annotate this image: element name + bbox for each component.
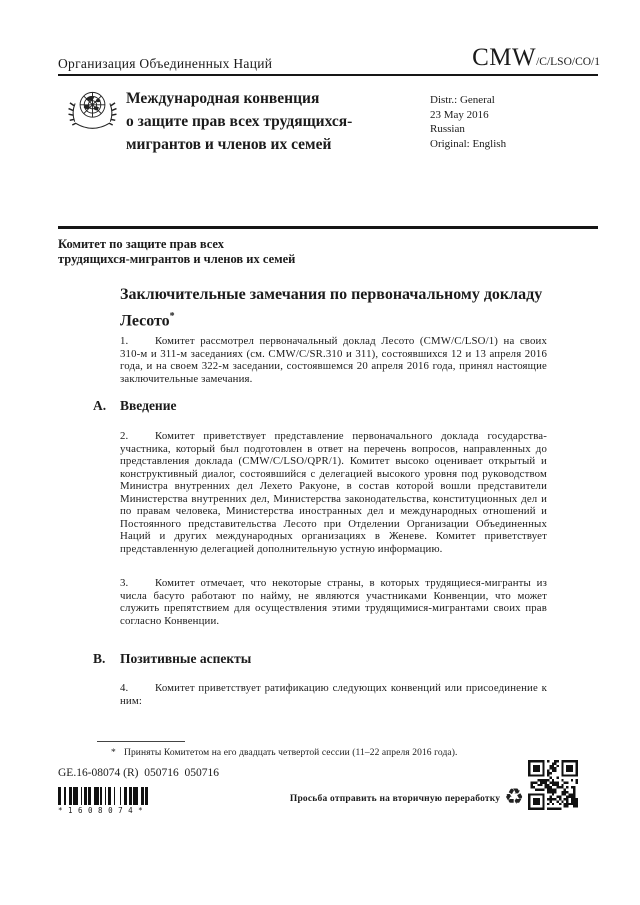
recycle-notice: Просьба отправить на вторичную переработку (289, 794, 501, 804)
distr-original: Original: English (430, 137, 507, 150)
header-rule (58, 74, 598, 76)
distr-language: Russian (430, 123, 465, 135)
paragraph-text: Комитет рассмотрел первоначальный доклад Лесото (CMW/C/LSO/1) на своих 310-м и 311-м заседаниях (см. CMW/C/SR.310 и 311), состоявшихся 12 и 13 апреля 2016 года, и на своем 322-м заседании, состоявшемся 20 апреля 2016 года, принял настоящие заключительные замечания. (120, 335, 547, 385)
committee-title-line: Комитет по защите прав всех (58, 237, 224, 251)
footnote (111, 748, 501, 758)
distr-date: 23 May 2016 (430, 108, 489, 121)
qr-code-icon (528, 760, 578, 810)
section-letter: A. (93, 398, 107, 413)
organization-name: Организация Объединенных Наций (58, 56, 273, 71)
convention-title-line: мигрантов и членов их семей (126, 136, 332, 153)
document-title (120, 284, 572, 331)
committee-title-line: трудящихся-мигрантов и членов их семей (58, 251, 296, 266)
footnote-rule (97, 741, 185, 742)
convention-title-line: Международная конвенция (126, 90, 320, 107)
document-title-text: Заключительные замечания по первоначальному докладу Лесото (120, 286, 543, 329)
barcode-bars (58, 787, 150, 805)
convention-title (126, 87, 352, 156)
section-heading-a (93, 398, 176, 414)
paragraph-3 (120, 577, 547, 627)
barcode (58, 787, 150, 815)
recycle-icon: ♻ (504, 785, 524, 810)
paragraph-number: 2. (120, 430, 129, 442)
footnote-text: Приняты Комитетом на его двадцать четвертой сессии (11–22 апреля 2016 года). (124, 748, 458, 758)
paragraph-text: Комитет отмечает, что некоторые страны, в которых трудящиеся-мигранты из числа басуто работают по найму, не являются участниками Конвенции, что может служить препятствием для осуществления этими трудящимися-мигрантами своих прав согласно Конвенции. (120, 577, 547, 627)
section-divider-rule (58, 226, 598, 229)
paragraph-number: 3. (120, 577, 129, 589)
ge-document-number: GE.16-08074 (R) 050716 050716 (58, 767, 219, 779)
convention-title-line: о защите прав всех трудящихся- (126, 113, 353, 130)
footnote-marker: * (111, 748, 116, 758)
paragraph-text: Комитет приветствует ратификацию следующих конвенций или присоединение к ним: (120, 682, 547, 707)
paragraph-number: 4. (120, 682, 129, 694)
section-title: Позитивные аспекты (120, 651, 252, 666)
section-letter: B. (93, 651, 106, 666)
barcode-text: *1608074* (58, 806, 149, 815)
paragraph-4 (120, 682, 547, 707)
doc-symbol (472, 44, 600, 72)
section-heading-b (93, 651, 251, 667)
committee-title (58, 237, 295, 266)
un-emblem-icon (63, 86, 122, 133)
footnote-marker: * (169, 310, 175, 322)
paragraph-2 (120, 430, 547, 555)
doc-symbol-suffix: /C/LSO/CO/1 (536, 56, 600, 68)
doc-symbol-main: CMW (472, 44, 537, 71)
distr-type: Distr.: General (430, 94, 495, 106)
paragraph-1 (120, 335, 547, 385)
section-title: Введение (120, 398, 177, 413)
paragraph-text: Комитет приветствует представление первоначального доклада государства-участника, который был подготовлен в ответ на перечень вопросов, направленных до представления доклада (CMW/C/LSO/QPR/1). Комитет высоко оценивает открытый и конструктивный диалог, состоявшийся с делегацией высокого уровня под руководством Министра внутренних дел Лехето Ракуоне, в состав которой вошли представители Министерства внутренних дел, Министерства законодательства, конституционных дел и по правам человека, Министерства иностранных дел и международных отношений и Постоянного представительства Лесото при Отделении Организации Объединенных Наций и других международных организациях в Женеве. Комитет приветствует представленную делегацией дополнительную устную информацию. (120, 430, 547, 555)
distribution-info (430, 93, 506, 151)
footer-right (290, 760, 578, 810)
paragraph-number: 1. (120, 335, 129, 347)
